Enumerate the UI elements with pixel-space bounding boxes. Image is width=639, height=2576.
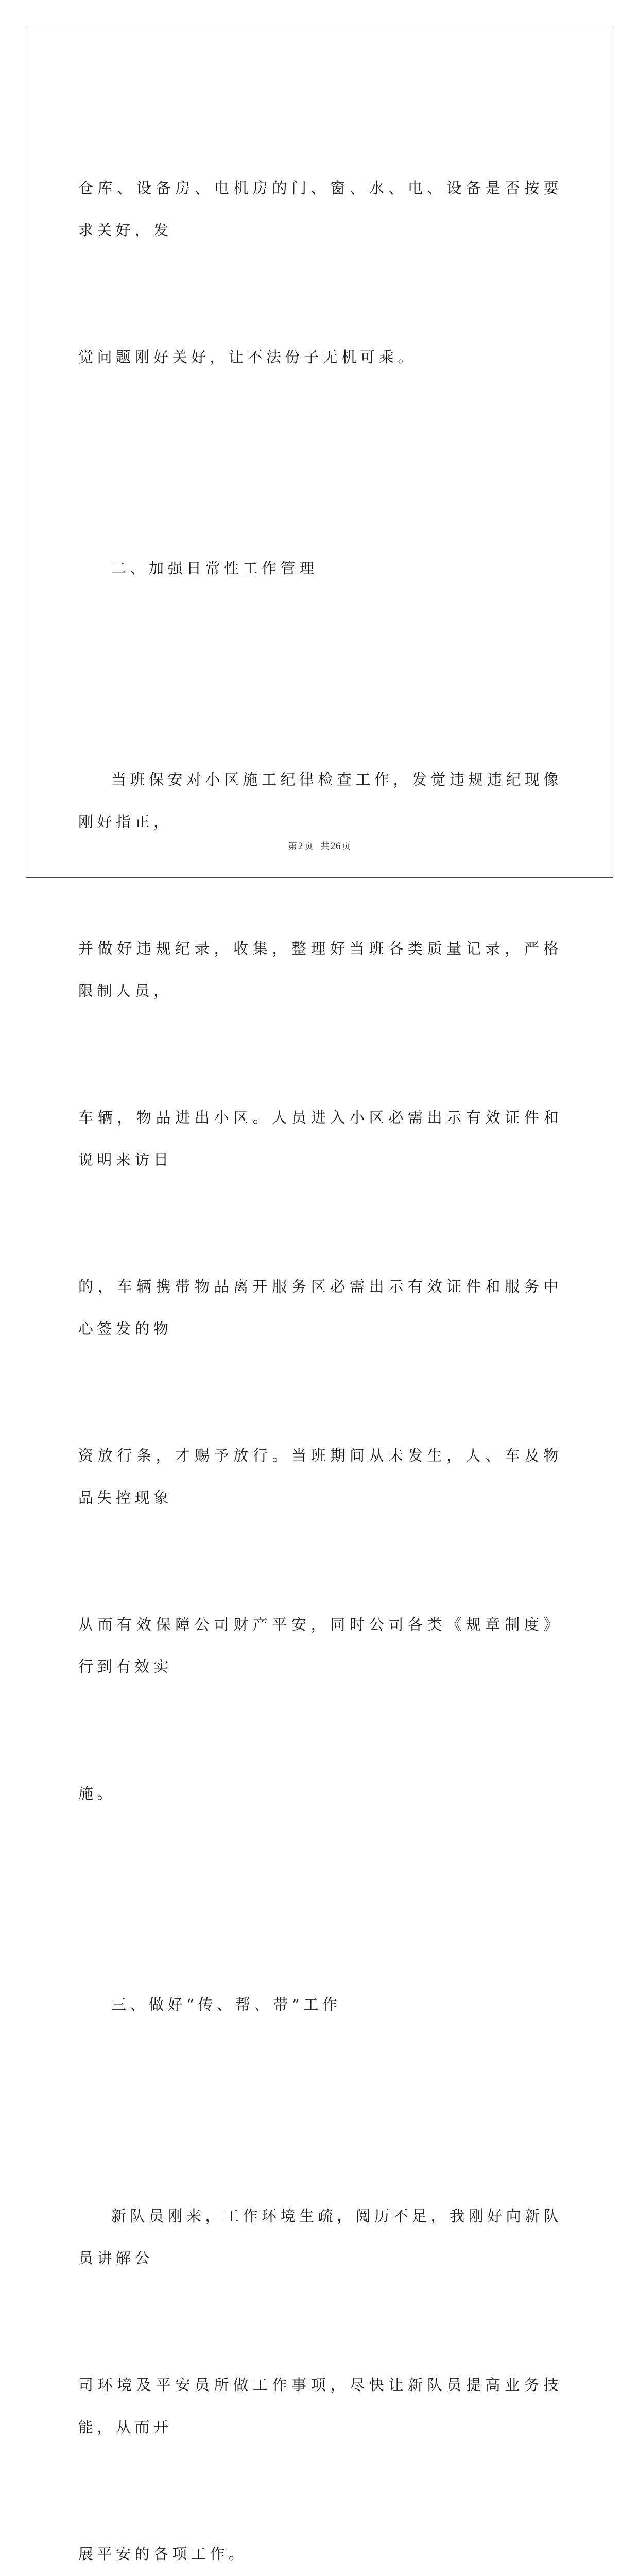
text-line: 新队员刚来，工作环境生疏，阅历不足，我刚好向新队员讲解公	[78, 2207, 563, 2267]
text-line: 资放行条，才赐予放行。当班期间从未发生，人、车及物品失控现象	[78, 1447, 562, 1506]
total-prefix: 共	[320, 841, 330, 852]
text-line: 展平安的各项工作。	[78, 2545, 248, 2563]
text-line: 的，车辆携带物品离开服务区必需出示有效证件和服务中心签发的物	[78, 1278, 562, 1337]
page-footer	[0, 839, 639, 852]
text-line: 仓库、设备房、电机房的门、窗、水、电、设备是否按要求关好，发	[78, 179, 562, 239]
paragraph	[78, 674, 562, 1899]
page-prefix: 第	[288, 841, 297, 852]
text-line: 三、做好“传、帮、带”工作	[111, 1996, 341, 2013]
paragraph	[78, 82, 562, 463]
total-pages: 26	[331, 841, 341, 852]
section-heading	[78, 1899, 562, 2110]
text-line: 当班保安对小区施工纪律检查工作，发觉违规违纪现像刚好指正，	[78, 771, 563, 831]
text-line: 并做好违规纪录，收集，整理好当班各类质量记录，严格限制人员，	[78, 940, 562, 999]
text-line: 从而有效保障公司财产平安，同时公司各类《规章制度》行到有效实	[78, 1616, 562, 1675]
text-line: 车辆，物品进出小区。人员进入小区必需出示有效证件和说明来访目	[78, 1109, 562, 1168]
document-body	[78, 82, 562, 2576]
text-line: 司环境及平安员所做工作事项，尽快让新队员提高业务技能，从而开	[78, 2376, 562, 2436]
text-line: 施。	[78, 1785, 116, 1802]
text-line: 觉问题刚好关好，让不法份子无机可乘。	[78, 348, 417, 366]
text-line: 二、加强日常性工作管理	[111, 560, 318, 577]
page-suffix: 页	[304, 841, 314, 852]
paragraph	[78, 2110, 562, 2576]
page-number: 2	[298, 841, 303, 852]
section-heading	[78, 463, 562, 674]
total-suffix: 页	[342, 841, 351, 852]
